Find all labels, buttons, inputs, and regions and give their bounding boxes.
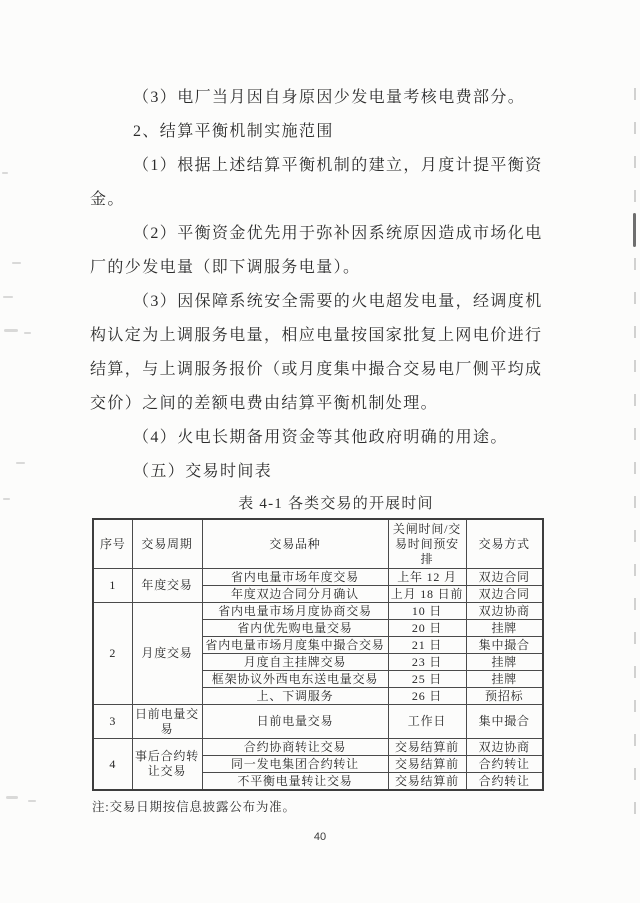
cell-product: 框架协议外西电东送电量交易	[202, 671, 388, 688]
cell-time: 23 日	[388, 654, 466, 671]
cell-product: 省内优先购电量交易	[202, 620, 388, 637]
table-caption: 表 4-1 各类交易的开展时间	[238, 496, 434, 512]
cell-product: 月度自主挂牌交易	[202, 654, 388, 671]
cell-mode: 集中撮合	[466, 705, 543, 739]
body-text	[90, 81, 556, 489]
cell-product: 省内电量市场月度集中撮合交易	[202, 637, 388, 654]
scan-binding-mark	[633, 213, 636, 247]
paragraph-line: （2）平衡资金优先用于弥补因系统原因造成市场化电	[133, 225, 543, 242]
column-header-period: 交易周期	[132, 519, 202, 569]
table-row	[93, 705, 543, 739]
paragraph-line: 金。	[90, 191, 125, 208]
paragraph-line: 交价）之间的差额电费由结算平衡机制处理。	[90, 395, 439, 412]
column-header-no: 序号	[93, 519, 132, 569]
cell-group-period: 年度交易	[132, 569, 202, 603]
scan-artifact	[24, 332, 31, 334]
cell-time: 20 日	[388, 620, 466, 637]
section-heading: （五）交易时间表	[133, 463, 273, 480]
paragraph-line: （3）电厂当月因自身原因少发电量考核电费部分。	[133, 89, 526, 106]
cell-time: 25 日	[388, 671, 466, 688]
scan-artifact	[2, 172, 8, 174]
cell-mode: 挂牌	[466, 620, 543, 637]
cell-product: 同一发电集团合约转让	[202, 756, 388, 773]
cell-mode: 双边协商	[466, 603, 543, 620]
column-header-product: 交易品种	[202, 519, 388, 569]
cell-product: 省内电量市场月度协商交易	[202, 603, 388, 620]
cell-time: 21 日	[388, 637, 466, 654]
cell-time: 交易结算前	[388, 739, 466, 756]
scan-artifact	[12, 262, 21, 264]
scan-artifact	[3, 498, 10, 500]
cell-group-no: 4	[93, 739, 132, 791]
cell-time: 10 日	[388, 603, 466, 620]
cell-mode: 挂牌	[466, 671, 543, 688]
cell-group-no: 2	[93, 603, 132, 705]
cell-group-period: 事后合约转让交易	[132, 739, 202, 791]
cell-time: 上年 12 月	[388, 569, 466, 586]
cell-product: 不平衡电量转让交易	[202, 773, 388, 791]
scan-artifact	[3, 296, 13, 298]
scan-artifact	[4, 329, 18, 332]
column-header-time: 关闸时间/交易时间预安排	[388, 519, 466, 569]
cell-mode: 挂牌	[466, 654, 543, 671]
schedule-table	[92, 518, 544, 791]
scan-artifact	[6, 796, 18, 799]
paragraph-line: （3）因保障系统安全需要的火电超发电量，经调度机	[133, 293, 543, 310]
cell-product: 省内电量市场年度交易	[202, 569, 388, 586]
cell-mode: 双边合同	[466, 586, 543, 603]
paragraph-line: （1）根据上述结算平衡机制的建立，月度计提平衡资	[133, 157, 543, 174]
cell-group-period: 日前电量交易	[132, 705, 202, 739]
paragraph-line: 结算，与上调服务报价（或月度集中撮合交易电厂侧平均成	[90, 361, 543, 378]
table-note: 注:交易日期按信息披露公布为准。	[92, 800, 296, 814]
scan-binding-line	[634, 88, 636, 820]
cell-group-no: 1	[93, 569, 132, 603]
header-row	[93, 519, 543, 569]
cell-group-period: 月度交易	[132, 603, 202, 705]
cell-mode: 合约转让	[466, 773, 543, 791]
paragraph-line: （4）火电长期备用资金等其他政府明确的用途。	[133, 429, 508, 446]
paragraph-line: 构认定为上调服务电量，相应电量按国家批复上网电价进行	[90, 327, 543, 344]
scan-artifact	[16, 462, 25, 464]
table-row	[93, 569, 543, 586]
cell-time: 工作日	[388, 705, 466, 739]
cell-time: 交易结算前	[388, 773, 466, 791]
cell-mode: 预招标	[466, 688, 543, 705]
cell-time: 交易结算前	[388, 756, 466, 773]
cell-product: 年度双边合同分月确认	[202, 586, 388, 603]
cell-mode: 双边协商	[466, 739, 543, 756]
scan-artifact	[28, 800, 36, 802]
cell-time: 上月 18 日前	[388, 586, 466, 603]
cell-product: 上、下调服务	[202, 688, 388, 705]
cell-mode: 合约转让	[466, 756, 543, 773]
paragraph-line: 厂的少发电量（即下调服务电量）。	[90, 259, 361, 276]
page-number: 40	[313, 831, 327, 843]
table-row	[93, 739, 543, 756]
paragraph-line: 2、结算平衡机制实施范围	[133, 123, 334, 140]
cell-group-no: 3	[93, 705, 132, 739]
column-header-mode: 交易方式	[466, 519, 543, 569]
cell-product: 日前电量交易	[202, 705, 388, 739]
table-row	[93, 603, 543, 620]
cell-mode: 双边合同	[466, 569, 543, 586]
cell-product: 合约协商转让交易	[202, 739, 388, 756]
cell-time: 26 日	[388, 688, 466, 705]
cell-mode: 集中撮合	[466, 637, 543, 654]
